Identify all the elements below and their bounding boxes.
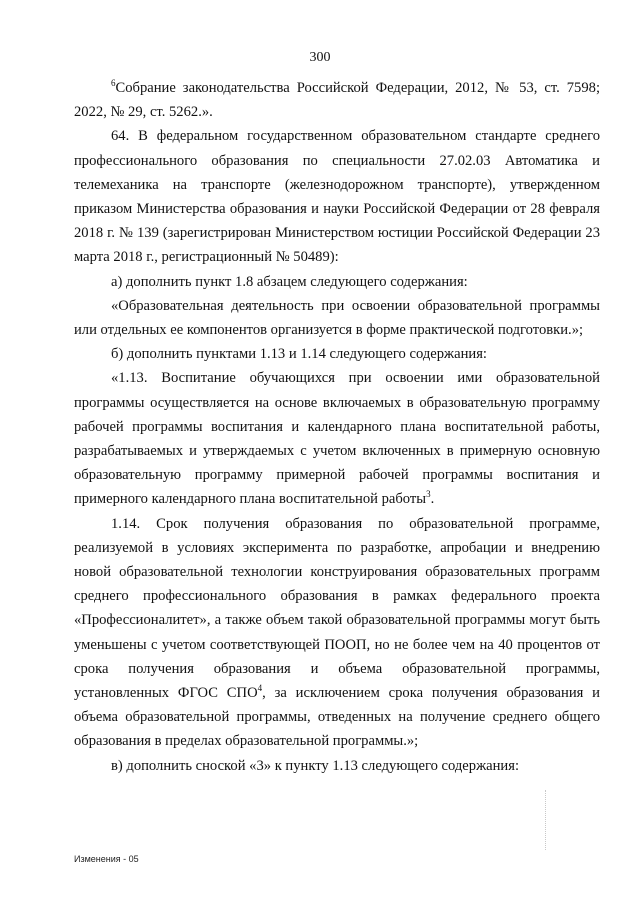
footnote-6 [74, 76, 600, 124]
item-v: в) дополнить сноской «3» к пункту 1.13 следующего содержания: [111, 757, 520, 774]
scan-artifact [545, 790, 547, 850]
quote-a: «Образовательная деятельность при освоении образовательной программы или отдельных ее компонентов организуется в форме практической подготовки.»; [74, 297, 600, 339]
clause-1-14-text: 1.14. Срок получения образования по образовательной программе, реализуемой в условиях эксперимента по разработке, апробации и внедрению новой образовательной технологии конструирования образовательных программ среднего профессионального образования в рамках федерального проекта «Профессионалитет», а также объем такой образовательной программы могут быть уменьшены с учетом соответствующей ПООП, но не более чем на 40 процентов от срока получения образования и объема образовательной программы, установленных ФГОС СПО [74, 515, 600, 702]
footer-note: Изменения - 05 [74, 854, 139, 864]
clause-1-13 [74, 366, 600, 511]
footnote-ref-3: 3 [426, 489, 431, 500]
clause-1-14 [74, 512, 600, 754]
clause-1-14-tail: , за исключением срока получения образования и объема образовательной программы, отведенных на получение среднего общего образования в пределах образовательной программы.»; [74, 685, 600, 750]
item-a: а) дополнить пункт 1.8 абзацем следующего содержания: [111, 273, 468, 290]
paragraph-64: 64. В федеральном государственном образовательном стандарте среднего профессионального образования по специальности 27.02.03 Автоматика и телемеханика на транспорте (железнодорожном транспорте), утвержденном приказом Министерства образования и науки Российской Федерации от 28 февраля 2018 г. № 139 (зарегистрирован Министерством юстиции Российской Федерации 23 марта 2018 г., регистрационный № 50489): [74, 128, 600, 266]
clause-1-13-text: «1.13. Воспитание обучающихся при освоении ими образовательной программы осуществляется на основе включаемых в образовательную программу рабочей программы воспитания и календарного плана воспитательной работы, разрабатываемых и утверждаемых с учетом включенных в примерную основную образовательную программу примерной рабочей программы воспитания и примерного календарного плана воспитательной работы [74, 370, 600, 508]
page-number: 300 [309, 50, 331, 65]
footnote-mark: 6 [111, 78, 116, 89]
item-b: б) дополнить пунктами 1.13 и 1.14 следующего содержания: [111, 346, 487, 363]
clause-1-13-tail: . [430, 491, 435, 508]
footnote-text: Собрание законодательства Российской Федерации, 2012, № 53, ст. 7598; 2022, № 29, ст. 5262.». [74, 80, 600, 121]
document-body [74, 76, 600, 778]
footnote-ref-4: 4 [257, 683, 263, 694]
